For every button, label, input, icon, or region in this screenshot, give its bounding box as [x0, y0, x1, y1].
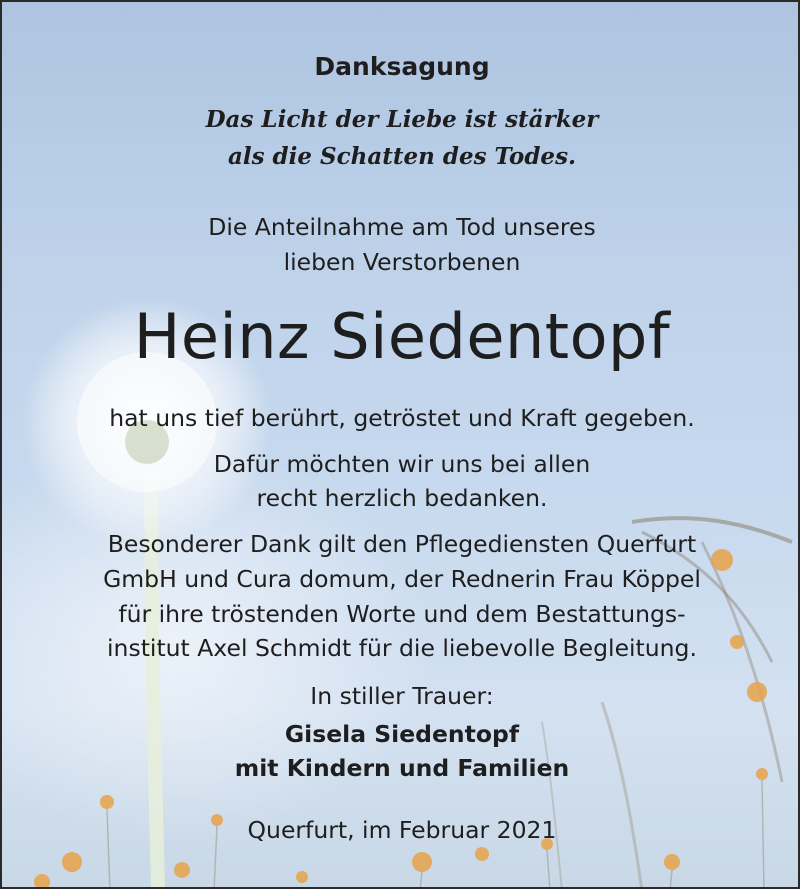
notice-heading: Danksagung — [314, 52, 490, 81]
body-line-2: Dafür möchten wir uns bei allen — [213, 450, 591, 478]
body-line-1: hat uns tief berührt, getröstet und Kraft gegeben. — [109, 404, 695, 432]
body-line-6: für ihre tröstenden Worte und dem Bestattungs- — [118, 600, 686, 628]
intro-line-2: lieben Verstorbenen — [283, 248, 521, 276]
motto-line-1: Das Licht der Liebe ist stärker — [205, 106, 599, 133]
place-date: Querfurt, im Februar 2021 — [247, 816, 557, 844]
mourning-label: In stiller Trauer: — [310, 682, 494, 710]
body-line-3: recht herzlich bedanken. — [256, 484, 548, 512]
intro-line-1: Die Anteilnahme am Tod unseres — [208, 213, 596, 241]
motto-line-2: als die Schatten des Todes. — [227, 143, 577, 170]
body-line-5: GmbH und Cura domum, der Rednerin Frau Köppel — [103, 565, 701, 593]
body-line-4: Besonderer Dank gilt den Pflegediensten Querfurt — [107, 530, 697, 558]
body-line-7: institut Axel Schmidt für die liebevolle Begleitung. — [107, 634, 697, 662]
deceased-name: Heinz Siedentopf — [133, 300, 671, 373]
signatory-name: Gisela Siedentopf — [284, 720, 520, 748]
signatory-family: mit Kindern und Familien — [234, 754, 570, 782]
